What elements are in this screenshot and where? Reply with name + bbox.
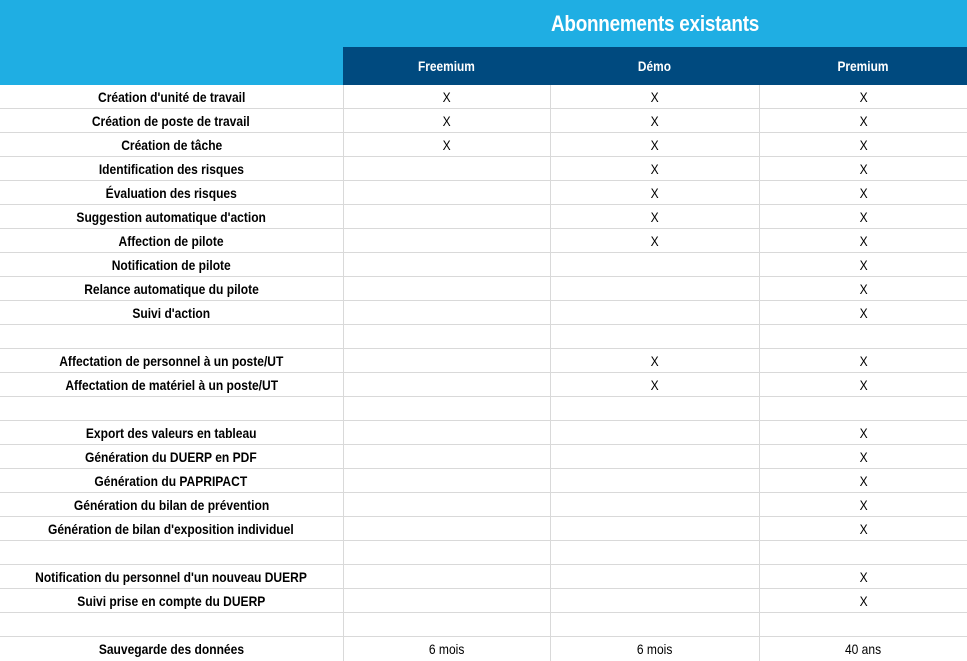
cell-premium bbox=[759, 349, 967, 373]
cell-value: X bbox=[650, 185, 658, 201]
cell-value: X bbox=[650, 161, 658, 177]
table-row bbox=[0, 229, 967, 253]
cell-value: X bbox=[859, 449, 867, 465]
table-row bbox=[0, 565, 967, 589]
cell-demo bbox=[550, 133, 759, 157]
cell-value: X bbox=[650, 89, 658, 105]
feature-cell bbox=[0, 349, 343, 373]
feature-cell bbox=[0, 589, 343, 613]
feature-cell bbox=[0, 421, 343, 445]
feature-cell bbox=[0, 205, 343, 229]
cell-freemium bbox=[343, 349, 550, 373]
cell-freemium bbox=[343, 565, 550, 589]
cell-premium bbox=[759, 613, 967, 637]
feature-cell bbox=[0, 493, 343, 517]
cell-freemium bbox=[343, 157, 550, 181]
feature-label: Génération du DUERP en PDF bbox=[85, 449, 257, 465]
cell-demo bbox=[550, 589, 759, 613]
cell-value: X bbox=[859, 137, 867, 153]
cell-demo bbox=[550, 229, 759, 253]
table-row bbox=[0, 517, 967, 541]
cell-premium bbox=[759, 253, 967, 277]
feature-label: Suivi prise en compte du DUERP bbox=[77, 593, 265, 609]
feature-cell bbox=[0, 325, 343, 349]
cell-demo bbox=[550, 109, 759, 133]
cell-premium bbox=[759, 637, 967, 661]
cell-freemium bbox=[343, 493, 550, 517]
cell-demo bbox=[550, 205, 759, 229]
cell-premium bbox=[759, 205, 967, 229]
page-title: Abonnements existants bbox=[387, 0, 924, 47]
table-row bbox=[0, 445, 967, 469]
cell-demo bbox=[550, 541, 759, 565]
cell-freemium bbox=[343, 301, 550, 325]
table-row bbox=[0, 205, 967, 229]
cell-premium bbox=[759, 133, 967, 157]
feature-label: Génération de bilan d'exposition individuel bbox=[48, 521, 294, 537]
cell-freemium bbox=[343, 205, 550, 229]
table-row bbox=[0, 277, 967, 301]
feature-cell bbox=[0, 445, 343, 469]
cell-demo bbox=[550, 613, 759, 637]
cell-freemium bbox=[343, 613, 550, 637]
cell-value: X bbox=[442, 113, 450, 129]
cell-value: X bbox=[859, 521, 867, 537]
cell-value: X bbox=[859, 185, 867, 201]
feature-cell bbox=[0, 613, 343, 637]
cell-freemium bbox=[343, 253, 550, 277]
table-row bbox=[0, 157, 967, 181]
cell-value: X bbox=[859, 353, 867, 369]
plan-header-demo: Démo bbox=[550, 47, 759, 85]
cell-premium bbox=[759, 325, 967, 349]
cell-premium bbox=[759, 517, 967, 541]
feature-label: Relance automatique du pilote bbox=[84, 281, 259, 297]
cell-value: X bbox=[859, 281, 867, 297]
feature-label: Génération du PAPRIPACT bbox=[95, 473, 248, 489]
cell-freemium bbox=[343, 541, 550, 565]
cell-value: X bbox=[859, 113, 867, 129]
table-row bbox=[0, 349, 967, 373]
table-row bbox=[0, 637, 967, 661]
table-row bbox=[0, 181, 967, 205]
cell-demo bbox=[550, 421, 759, 445]
cell-value: X bbox=[859, 257, 867, 273]
table-row bbox=[0, 133, 967, 157]
cell-premium bbox=[759, 277, 967, 301]
feature-cell bbox=[0, 277, 343, 301]
cell-premium bbox=[759, 229, 967, 253]
cell-demo bbox=[550, 349, 759, 373]
feature-label: Affectation de matériel à un poste/UT bbox=[65, 377, 278, 393]
feature-label: Création d'unité de travail bbox=[98, 89, 245, 105]
cell-freemium bbox=[343, 517, 550, 541]
table-row bbox=[0, 301, 967, 325]
cell-demo bbox=[550, 517, 759, 541]
cell-value: X bbox=[859, 377, 867, 393]
cell-premium bbox=[759, 181, 967, 205]
feature-label: Génération du bilan de prévention bbox=[74, 497, 269, 513]
feature-label: Sauvegarde des données bbox=[99, 641, 244, 657]
cell-freemium bbox=[343, 85, 550, 109]
cell-demo bbox=[550, 637, 759, 661]
feature-label: Affectation de personnel à un poste/UT bbox=[59, 353, 283, 369]
cell-value: X bbox=[650, 233, 658, 249]
feature-cell bbox=[0, 565, 343, 589]
table-row bbox=[0, 85, 967, 109]
cell-demo bbox=[550, 181, 759, 205]
cell-value: X bbox=[859, 233, 867, 249]
cell-freemium bbox=[343, 373, 550, 397]
cell-freemium bbox=[343, 133, 550, 157]
cell-demo bbox=[550, 301, 759, 325]
cell-value: 6 mois bbox=[637, 641, 672, 657]
feature-cell bbox=[0, 85, 343, 109]
cell-value: X bbox=[442, 89, 450, 105]
feature-label: Création de poste de travail bbox=[92, 113, 250, 129]
cell-freemium bbox=[343, 445, 550, 469]
cell-premium bbox=[759, 373, 967, 397]
feature-cell bbox=[0, 541, 343, 565]
cell-value: X bbox=[859, 305, 867, 321]
features-table bbox=[0, 85, 967, 661]
cell-demo bbox=[550, 157, 759, 181]
feature-cell bbox=[0, 157, 343, 181]
features-table-body bbox=[0, 85, 967, 661]
cell-value: 6 mois bbox=[429, 641, 464, 657]
feature-cell bbox=[0, 181, 343, 205]
table-row bbox=[0, 589, 967, 613]
table-row bbox=[0, 493, 967, 517]
cell-value: X bbox=[859, 497, 867, 513]
cell-value: X bbox=[859, 209, 867, 225]
cell-freemium bbox=[343, 397, 550, 421]
cell-demo bbox=[550, 325, 759, 349]
feature-label: Évaluation des risques bbox=[106, 185, 237, 201]
cell-freemium bbox=[343, 109, 550, 133]
cell-value: X bbox=[650, 113, 658, 129]
feature-cell bbox=[0, 301, 343, 325]
table-row bbox=[0, 469, 967, 493]
spacer-row bbox=[0, 613, 967, 637]
cell-demo bbox=[550, 493, 759, 517]
cell-premium bbox=[759, 157, 967, 181]
cell-value: X bbox=[859, 569, 867, 585]
plan-header-freemium: Freemium bbox=[343, 47, 550, 85]
cell-value: X bbox=[650, 209, 658, 225]
plan-header-premium: Premium bbox=[759, 47, 967, 85]
feature-cell bbox=[0, 517, 343, 541]
feature-cell bbox=[0, 229, 343, 253]
cell-demo bbox=[550, 445, 759, 469]
plan-header-row bbox=[343, 47, 967, 85]
cell-freemium bbox=[343, 589, 550, 613]
feature-label: Création de tâche bbox=[121, 137, 222, 153]
cell-premium bbox=[759, 85, 967, 109]
spacer-row bbox=[0, 397, 967, 421]
cell-demo bbox=[550, 397, 759, 421]
cell-freemium bbox=[343, 325, 550, 349]
cell-value: 40 ans bbox=[845, 641, 881, 657]
cell-freemium bbox=[343, 181, 550, 205]
feature-label: Identification des risques bbox=[99, 161, 244, 177]
cell-premium bbox=[759, 445, 967, 469]
cell-demo bbox=[550, 253, 759, 277]
feature-cell bbox=[0, 133, 343, 157]
cell-freemium bbox=[343, 421, 550, 445]
cell-premium bbox=[759, 565, 967, 589]
feature-label: Notification de pilote bbox=[112, 257, 231, 273]
cell-value: X bbox=[859, 593, 867, 609]
cell-demo bbox=[550, 469, 759, 493]
table-row bbox=[0, 109, 967, 133]
cell-premium bbox=[759, 109, 967, 133]
spacer-row bbox=[0, 541, 967, 565]
feature-cell bbox=[0, 637, 343, 661]
cell-premium bbox=[759, 301, 967, 325]
cell-freemium bbox=[343, 229, 550, 253]
cell-premium bbox=[759, 421, 967, 445]
spacer-row bbox=[0, 325, 967, 349]
feature-label: Suivi d'action bbox=[132, 305, 210, 321]
table-row bbox=[0, 253, 967, 277]
cell-value: X bbox=[859, 89, 867, 105]
cell-value: X bbox=[650, 353, 658, 369]
cell-value: X bbox=[442, 137, 450, 153]
feature-cell bbox=[0, 253, 343, 277]
cell-premium bbox=[759, 397, 967, 421]
feature-label: Export des valeurs en tableau bbox=[86, 425, 257, 441]
feature-cell bbox=[0, 109, 343, 133]
cell-demo bbox=[550, 565, 759, 589]
cell-value: X bbox=[859, 161, 867, 177]
feature-label: Affection de pilote bbox=[119, 233, 224, 249]
cell-demo bbox=[550, 277, 759, 301]
cell-freemium bbox=[343, 637, 550, 661]
table-row bbox=[0, 373, 967, 397]
feature-label: Notification du personnel d'un nouveau DUERP bbox=[35, 569, 307, 585]
cell-premium bbox=[759, 469, 967, 493]
table-row bbox=[0, 421, 967, 445]
feature-cell bbox=[0, 397, 343, 421]
cell-premium bbox=[759, 493, 967, 517]
cell-value: X bbox=[650, 377, 658, 393]
cell-freemium bbox=[343, 277, 550, 301]
cell-freemium bbox=[343, 469, 550, 493]
cell-premium bbox=[759, 541, 967, 565]
feature-label: Suggestion automatique d'action bbox=[77, 209, 266, 225]
cell-value: X bbox=[859, 425, 867, 441]
cell-demo bbox=[550, 373, 759, 397]
feature-cell bbox=[0, 469, 343, 493]
cell-value: X bbox=[859, 473, 867, 489]
cell-value: X bbox=[650, 137, 658, 153]
feature-cell bbox=[0, 373, 343, 397]
cell-premium bbox=[759, 589, 967, 613]
cell-demo bbox=[550, 85, 759, 109]
